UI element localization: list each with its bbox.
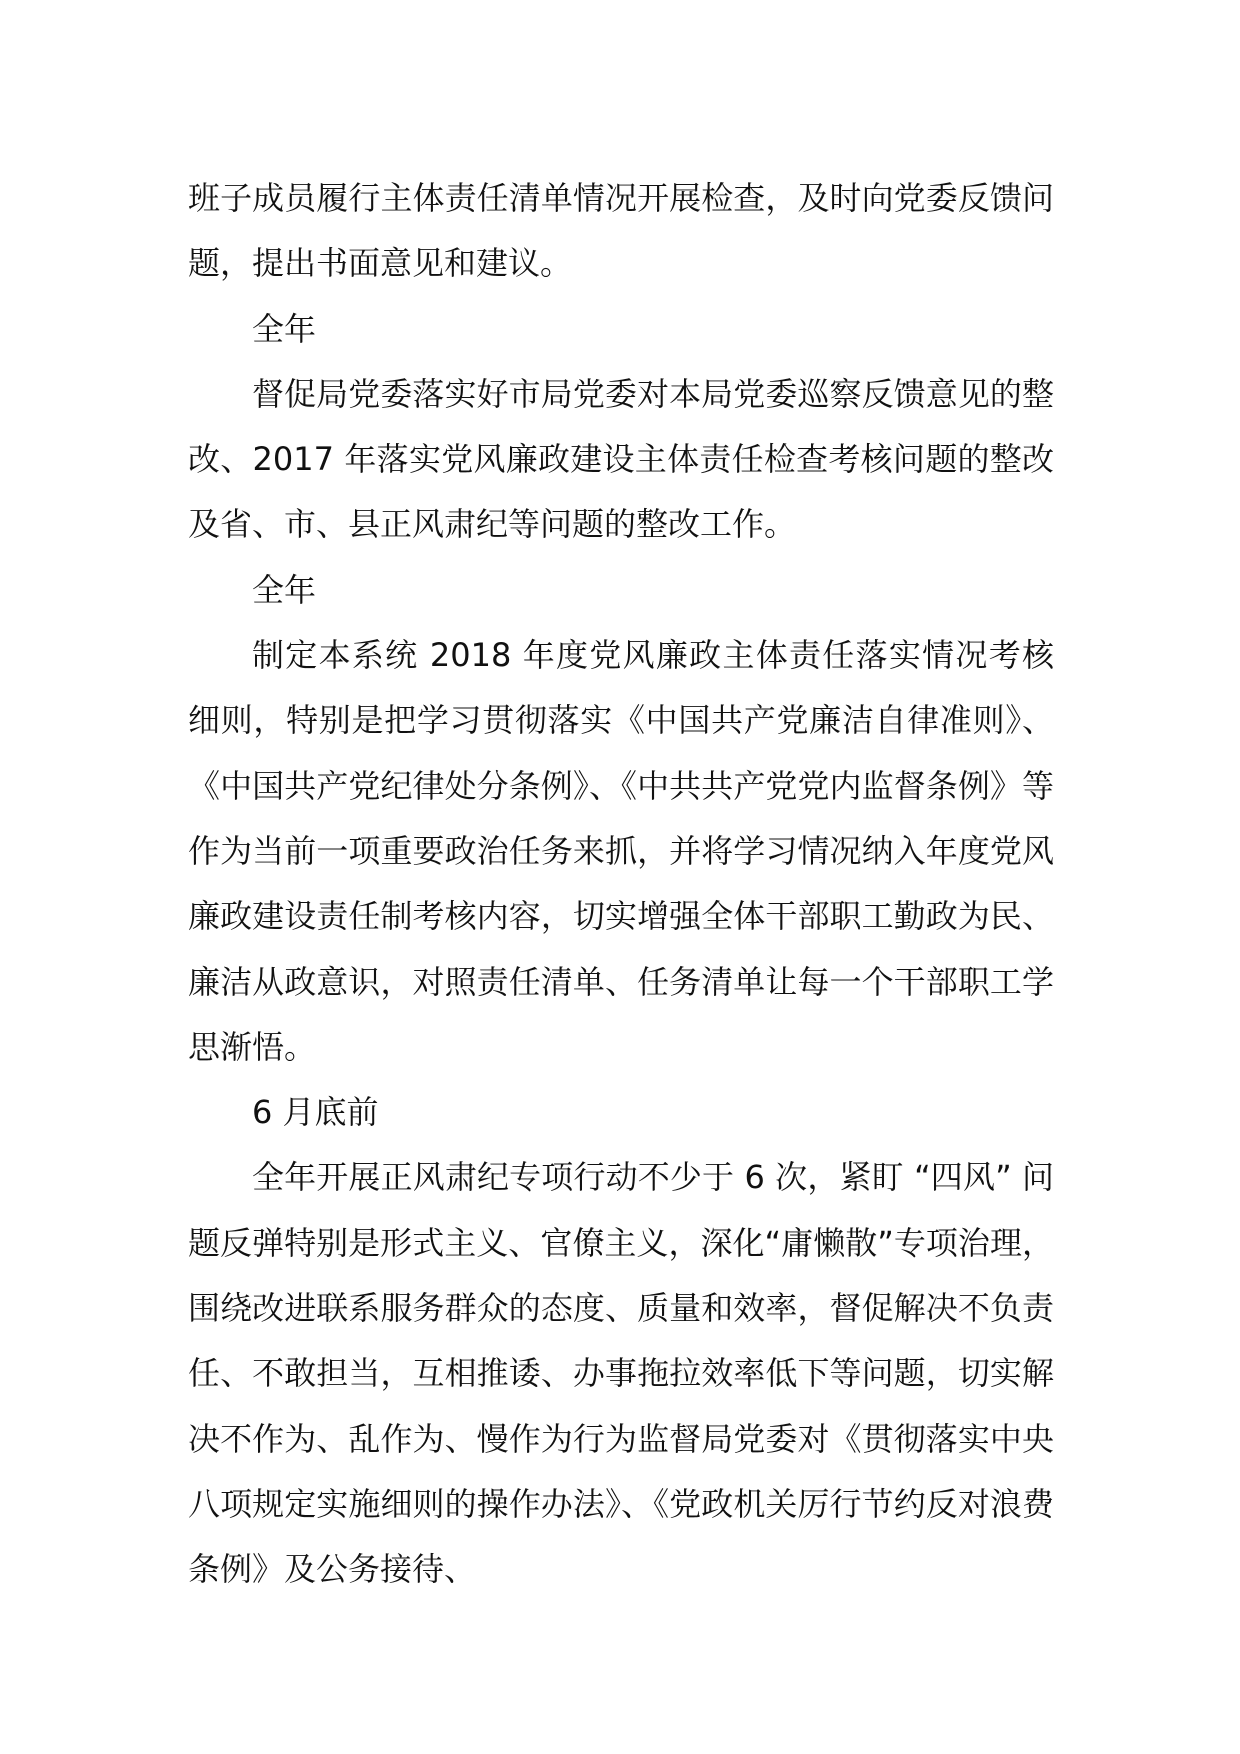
paragraph-inspection-feedback: 班子成员履行主体责任清单情况开展检查，及时向党委反馈问题，提出书面意见和建议。 xyxy=(188,179,1054,283)
paragraph-assessment-rules: 制定本系统 2018 年度党风廉政主体责任落实情况考核细则，特别是把学习贯彻落实《中国共产党廉洁自律准则》、《中国共产党纪律处分条例》、《中共共产党党内监督条例》等作为当前一项重要政治任务来抓，并将学习情况纳入年度党风廉政建设责任制考核内容，切实增强全体干部职工勤政为民、廉洁从政意识，对照责任清单、任务清单让每一个干部职工学思渐悟。 xyxy=(188,636,1054,1066)
paragraph-timeframe-3: 6 月底前 xyxy=(252,1093,379,1132)
paragraph-timeframe-2: 全年 xyxy=(252,570,317,609)
document-body xyxy=(188,166,1054,1603)
paragraph-rectification: 督促局党委落实好市局党委对本局党委巡察反馈意见的整改、2017 年落实党风廉政建设主体责任检查考核问题的整改及省、市、县正风肃纪等问题的整改工作。 xyxy=(188,374,1054,544)
paragraph-special-action: 全年开展正风肃纪专项行动不少于 6 次，紧盯 “四风” 问题反弹特别是形式主义、官僚主义，深化“庸懒散”专项治理，围绕改进联系服务群众的态度、质量和效率，督促解决不负责任、不敢担当，互相推诿、办事拖拉效率低下等问题，切实解决不作为、乱作为、慢作为行为监督局党委对《贯彻落实中央八项规定实施细则的操作办法》、《党政机关厉行节约反对浪费条例》及公务接待、 xyxy=(188,1158,1054,1589)
paragraph-timeframe-1: 全年 xyxy=(252,309,317,348)
